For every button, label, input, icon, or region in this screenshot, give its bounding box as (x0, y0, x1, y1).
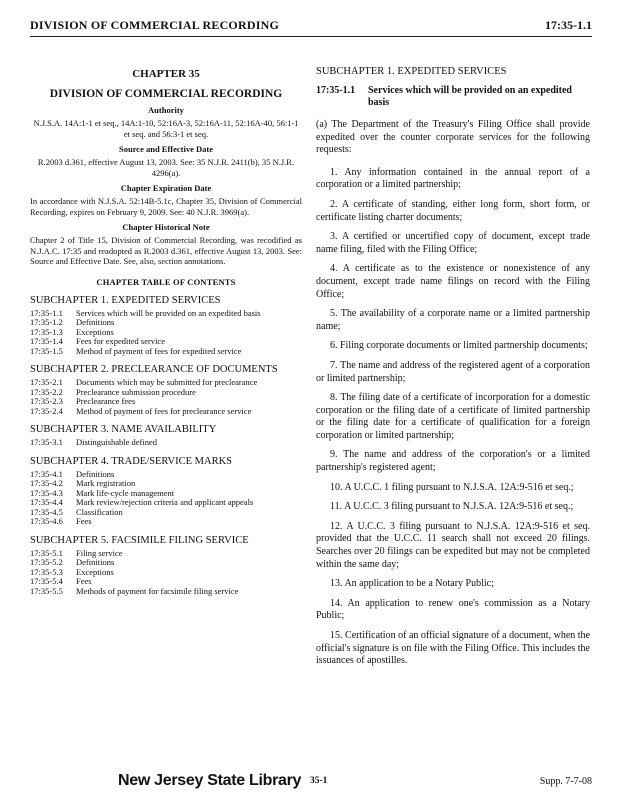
section-heading (316, 85, 590, 109)
authority-heading: Authority (148, 105, 184, 115)
toc-entry-number: 17:35-1.3 (30, 326, 63, 337)
toc-entry-number: 17:35-5.2 (30, 557, 63, 567)
toc-entry-title: Fees (76, 516, 92, 526)
page-footer (30, 772, 592, 792)
toc-entry-number: 17:35-4.1 (30, 468, 63, 479)
toc-entry-title: Preclearance fees (76, 396, 136, 406)
toc-entry-title: Mark registration (76, 478, 136, 488)
list-item: 13. An application to be a Notary Public; (330, 578, 494, 590)
historical-note-text: Chapter 2 of Title 15, Division of Commercial Recording, was recodified as N.J.A.C. 17:35 and readopted as R.2003 d.361, effective August 13, 2003. See: Source and Effective Date. See, also, section annotations. (30, 235, 302, 266)
toc-entry-number: 17:35-2.1 (30, 377, 63, 387)
list-item: 7. The name and address of the registered agent of a corporation or limited partnership; (316, 359, 590, 384)
toc-subchapter-title: SUBCHAPTER 1. EXPEDITED SERVICES (30, 294, 221, 306)
page-number: 35-1 (310, 776, 328, 786)
toc-subchapter-title: SUBCHAPTER 2. PRECLEARANCE OF DOCUMENTS (30, 364, 278, 375)
toc-entry-number: 17:35-1.2 (30, 317, 63, 327)
toc-entry-number: 17:35-5.1 (30, 547, 63, 558)
list-item: 8. The filing date of a certificate of incorporation for a domestic corporation or the filing date of a certificate of limited partnership or the filing date for a certificate of qualification for a foreign corporation or limited partnership; (316, 392, 590, 441)
service-list (316, 167, 590, 668)
authority-text: N.J.S.A. 14A:1-1 et seq., 14A:1-10, 52:16A-3, 52:16A-11, 52:16A-40, 56:1-1 et seq. and 56:3-1 et seq. (33, 118, 299, 139)
toc-entry (30, 328, 302, 338)
toc-entry-number: 17:35-2.2 (30, 386, 63, 397)
toc-entry (30, 388, 302, 398)
toc-entry-number: 17:35-4.3 (30, 487, 63, 498)
toc-entry-title: Fees (76, 576, 92, 586)
toc-entry-title: Mark life-cycle management (76, 487, 175, 498)
header-section-number: 17:35-1.1 (545, 18, 592, 32)
toc-entry-number: 17:35-4.5 (30, 506, 63, 517)
toc-entry-title: Exceptions (76, 326, 114, 337)
toc-entry-number: 17:35-3.1 (30, 437, 63, 447)
list-item: 10. A U.C.C. 1 filing pursuant to N.J.S.A. 12A:9-516 et seq.; (330, 481, 574, 493)
toc-entry (30, 498, 302, 508)
list-item: 14. An application to renew one's commission as a Notary Public; (316, 597, 590, 622)
toc-entry (30, 558, 302, 568)
toc-entry-number: 17:35-2.3 (30, 396, 63, 406)
toc-entry (30, 568, 302, 578)
source-heading: Source and Effective Date (118, 144, 214, 154)
section-intro: (a) The Department of the Treasury's Filing Office shall provide expedited over the counter corporate services for the following requests: (316, 119, 590, 156)
toc-entry (30, 309, 302, 319)
toc-entry-title: Mark review/rejection criteria and applicant appeals (76, 497, 254, 507)
supplement-date: Supp. 7-7-08 (539, 776, 592, 787)
list-item: 1. Any information contained in the annual report of a corporation or a limited partnership; (316, 166, 590, 191)
toc-entry (30, 407, 302, 417)
toc-entry (30, 347, 302, 357)
toc-entry-title: Method of payment of fees for preclearance service (76, 405, 252, 416)
section-title: Services which will be provided on an expedited basis (368, 85, 572, 108)
toc-entry-title: Methods of payment for facsimile filing service (76, 585, 239, 596)
toc-entry (30, 517, 302, 527)
table-of-contents (30, 295, 302, 597)
running-header (30, 18, 592, 37)
toc-entry (30, 508, 302, 518)
list-item: 3. A certified or uncertified copy of document, except trade name filing, filed with the Filing Office; (316, 231, 590, 255)
expiration-text: In accordance with N.J.S.A. 52:14B-5.1c, Chapter 35, Division of Commercial Recording, expires on February 9, 2009. See: 40 N.J.R. 3969(a). (30, 196, 302, 217)
chapter-number: CHAPTER 35 (132, 68, 200, 80)
toc-entry-number: 17:35-4.2 (30, 478, 63, 488)
toc-heading: CHAPTER TABLE OF CONTENTS (96, 276, 236, 287)
toc-entry (30, 587, 302, 597)
toc-entry-number: 17:35-4.6 (30, 516, 63, 526)
toc-subchapter-title: SUBCHAPTER 5. FACSIMILE FILING SERVICE (30, 534, 249, 546)
header-division-title: DIVISION OF COMMERCIAL RECORDING (30, 18, 279, 32)
toc-entry-title: Definitions (76, 468, 115, 479)
list-item: 15. Certification of an official signature of a document, when the official's signature is on file with the Filing Office. This includes the issuances of apostilles. (316, 630, 590, 667)
expiration-heading: Chapter Expiration Date (120, 183, 212, 193)
list-item: 6. Filing corporate documents or limited partnership documents; (330, 340, 588, 352)
toc-entry (30, 470, 302, 480)
toc-entry-title: Definitions (76, 557, 115, 567)
toc-subchapter-title: SUBCHAPTER 4. TRADE/SERVICE MARKS (30, 455, 232, 467)
toc-entry-number: 17:35-5.3 (30, 566, 63, 577)
section-number: 17:35-1.1 (316, 85, 356, 96)
toc-entry-title: Definitions (76, 317, 115, 327)
chapter-title: DIVISION OF COMMERCIAL RECORDING (49, 88, 283, 100)
list-item: 11. A U.C.C. 3 filing pursuant to N.J.S.A. 12A:9-516 et seq.; (330, 501, 574, 513)
left-column (30, 68, 302, 596)
list-item: 4. A certificate as to the existence or nonexistence of any document, except trade name filings on record with the Filing Office; (316, 263, 590, 300)
toc-entry-number: 17:35-2.4 (30, 405, 63, 416)
toc-subchapter-title: SUBCHAPTER 3. NAME AVAILABILITY (30, 424, 217, 435)
toc-entry-title: Preclearance submission procedure (76, 386, 196, 397)
toc-entry (30, 438, 302, 448)
source-text: R.2003 d.361, effective August 13, 2003. See: 35 N.J.R. 2411(b), 35 N.J.R. 4296(a). (37, 157, 295, 178)
library-logo: New Jersey State Library (118, 772, 302, 789)
toc-entry-number: 17:35-5.4 (30, 576, 63, 586)
toc-entry-number: 17:35-1.5 (30, 345, 63, 356)
toc-entry-number: 17:35-1.4 (30, 336, 63, 346)
list-item: 5. The availability of a corporate name or a limited partnership name; (316, 308, 590, 332)
toc-entry-number: 17:35-4.4 (30, 497, 63, 507)
list-item: 12. A U.C.C. 3 filing pursuant to N.J.S.A. 12A:9-516 et seq. provided that the U.C.C. 11 search shall not exceed 20 filings. Searches over 20 filings can be expedited but may not be completed within the same day; (316, 520, 590, 570)
toc-entry-title: Distinguishable defined (76, 437, 157, 447)
toc-entry-number: 17:35-5.5 (30, 585, 63, 596)
toc-entry-title: Method of payment of fees for expedited service (76, 345, 242, 356)
right-column (316, 66, 590, 675)
toc-entry-title: Exceptions (76, 566, 114, 577)
toc-entry-title: Services which will be provided on an expedited basis (76, 307, 261, 318)
toc-entry-number: 17:35-1.1 (30, 307, 63, 318)
toc-entry-title: Classification (76, 506, 123, 517)
toc-entry-title: Filing service (76, 547, 123, 558)
list-item: 2. A certificate of standing, either long form, short form, or certificate listing charter documents; (316, 198, 590, 223)
list-item: 9. The name and address of the corporation's or a limited partnership's registered agent; (316, 449, 590, 474)
subchapter-heading: SUBCHAPTER 1. EXPEDITED SERVICES (316, 66, 507, 77)
toc-entry-title: Documents which may be submitted for preclearance (76, 377, 258, 387)
toc-entry (30, 549, 302, 559)
toc-entry-title: Fees for expedited service (76, 336, 165, 346)
historical-note-heading: Chapter Historical Note (122, 222, 210, 232)
toc-entry (30, 318, 302, 328)
